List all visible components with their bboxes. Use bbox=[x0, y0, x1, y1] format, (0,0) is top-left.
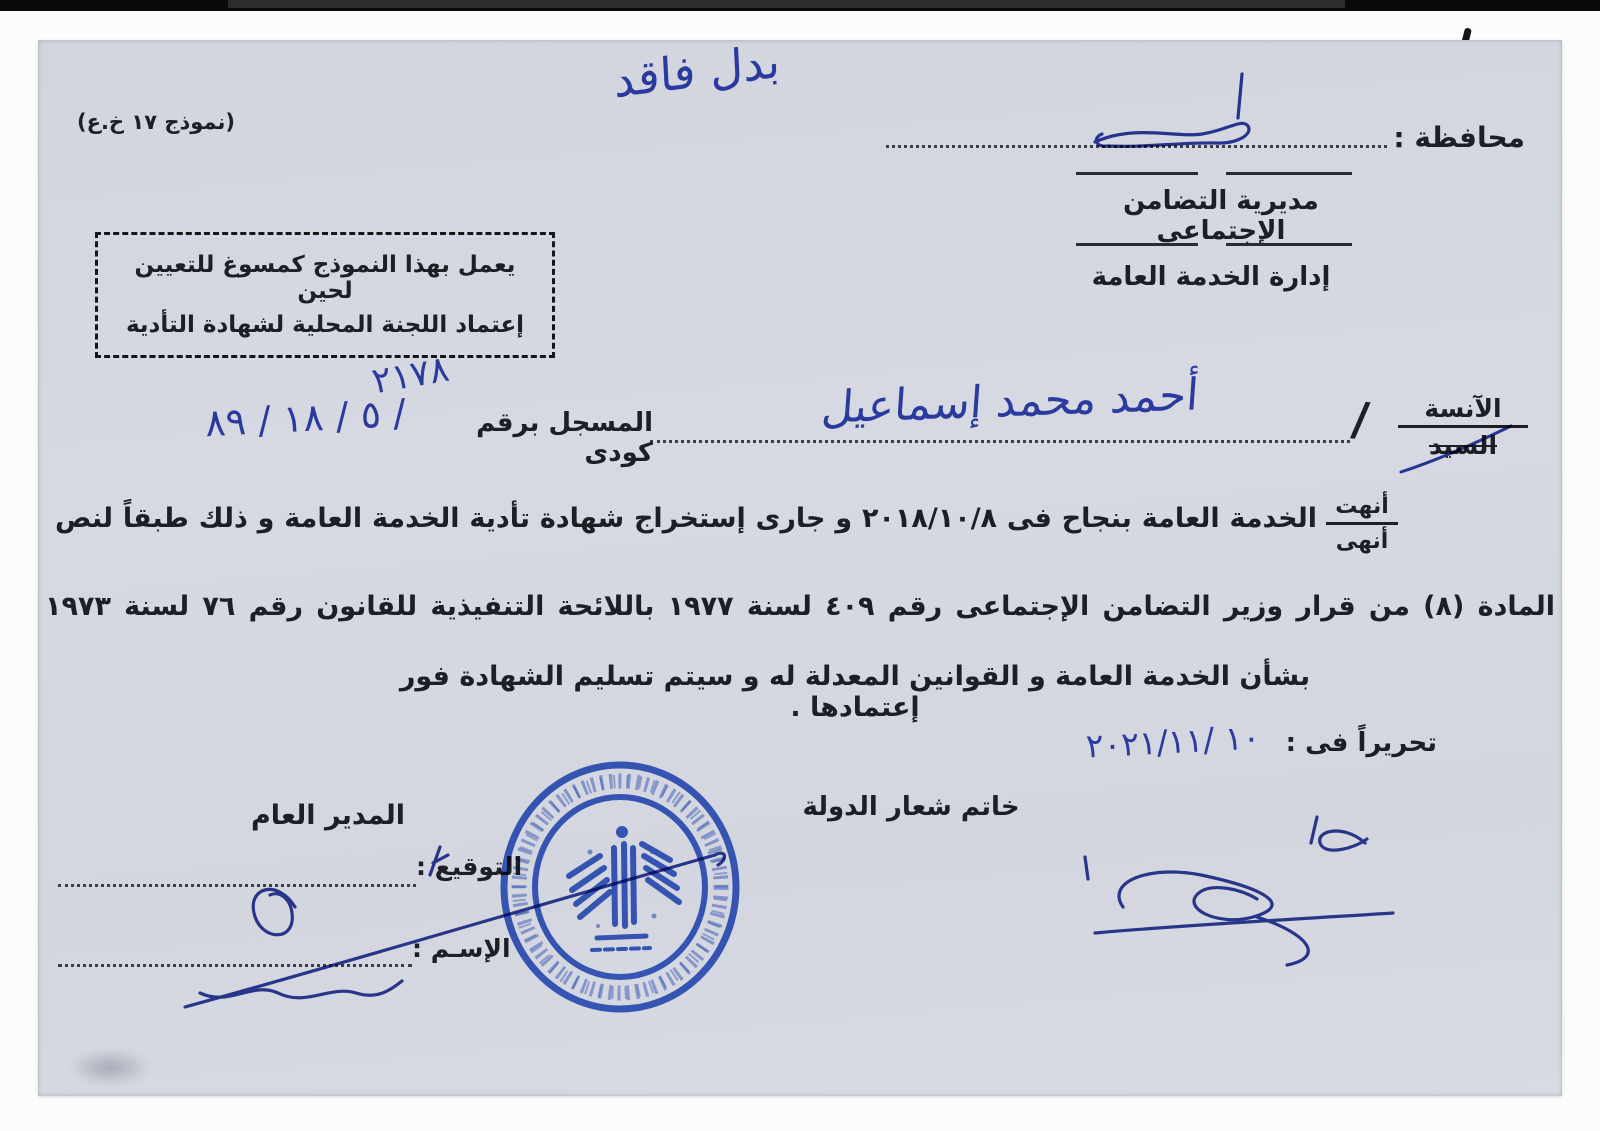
governorate-handwriting bbox=[1050, 68, 1320, 168]
governorate-label: محافظة : bbox=[1393, 120, 1525, 154]
scan-smudge bbox=[50, 1040, 170, 1095]
notice-box-line2: إعتماد اللجنة المحلية لشهادة التأدية bbox=[125, 312, 525, 338]
signature-hook bbox=[715, 853, 724, 865]
approver-signature bbox=[1055, 795, 1410, 970]
handwriting-wave-stroke bbox=[1095, 123, 1249, 146]
signature-top-curl bbox=[1320, 831, 1367, 850]
handwritten-applicant-name: أحمد محمد إسماعيل bbox=[819, 369, 1201, 434]
salutation-slash: / bbox=[1349, 391, 1372, 447]
header-separator bbox=[1226, 243, 1352, 246]
signature-tail bbox=[1257, 917, 1308, 965]
handwritten-code-number: ٨٩ / ١٨ / ٥ / bbox=[204, 390, 407, 446]
finished-female: أنهت bbox=[1326, 494, 1398, 525]
signature-baseline bbox=[1095, 913, 1393, 933]
handwritten-lost-replacement-note: بدل فاقد bbox=[612, 33, 782, 109]
finished-male: أنهى bbox=[1335, 529, 1389, 554]
salutation-male-struck: السيد bbox=[1428, 431, 1498, 460]
header-separator bbox=[1076, 243, 1198, 246]
notice-box bbox=[95, 232, 555, 358]
registered-code-label: المسجل برقم كودى bbox=[476, 408, 653, 468]
signature-loop bbox=[253, 889, 295, 934]
issued-date-label: تحريراً فى : bbox=[1285, 728, 1437, 758]
signature-main-loop bbox=[1119, 872, 1272, 920]
state-seal-label: خاتم شعار الدولة bbox=[802, 792, 1020, 822]
handwritten-code-top: ٢١٧٨ bbox=[368, 348, 453, 403]
general-director-label: المدير العام bbox=[251, 800, 405, 831]
body-line3: بشأن الخدمة العامة و القوانين المعدلة له و سيتم تسليم الشهادة فور إعتمادها . bbox=[399, 661, 1311, 723]
directorate-title: مديرية التضامن الإجتماعى bbox=[1123, 186, 1319, 246]
salutation-female: الآنسة bbox=[1398, 394, 1528, 428]
scanner-top-bar-inner bbox=[228, 0, 1345, 8]
signature-label: التوقيع : bbox=[416, 852, 523, 881]
finished-fraction bbox=[1326, 494, 1398, 554]
body-line1: الخدمة العامة بنجاح فى ٢٠١٨/١٠/٨ و جارى إستخراج شهادة تأدية الخدمة العامة و ذلك طبقاً لنص bbox=[55, 503, 1318, 534]
scanner-top-bar bbox=[0, 0, 1600, 11]
form-number-label: (نموذج ١٧ خ.ع) bbox=[77, 110, 235, 134]
header-separator bbox=[1226, 172, 1352, 175]
handwriting-alef-stroke bbox=[1238, 74, 1242, 118]
name-field-label: الإسـم : bbox=[412, 934, 511, 963]
header-separator bbox=[1076, 172, 1198, 175]
director-signature bbox=[130, 815, 740, 1020]
notice-box-line1: يعمل بهذا النموذج كمسوغ للتعيين لحين bbox=[134, 252, 516, 304]
administration-title: إدارة الخدمة العامة bbox=[1091, 262, 1331, 292]
body-line2: المادة (٨) من قرار وزير التضامن الإجتماعى رقم ٤٠٩ لسنة ١٩٧٧ باللائحة التنفيذية للقانون رقم ٧٦ لسنة ١٩٧٣ bbox=[45, 591, 1556, 622]
signature-dot bbox=[1085, 857, 1088, 879]
handwritten-issued-date: ٢٠٢١/١١/ ١٠ bbox=[1084, 717, 1262, 766]
handwritten-strike-slash bbox=[1393, 420, 1518, 480]
signature-scrawl bbox=[200, 981, 402, 998]
signature-alef bbox=[1311, 817, 1317, 843]
